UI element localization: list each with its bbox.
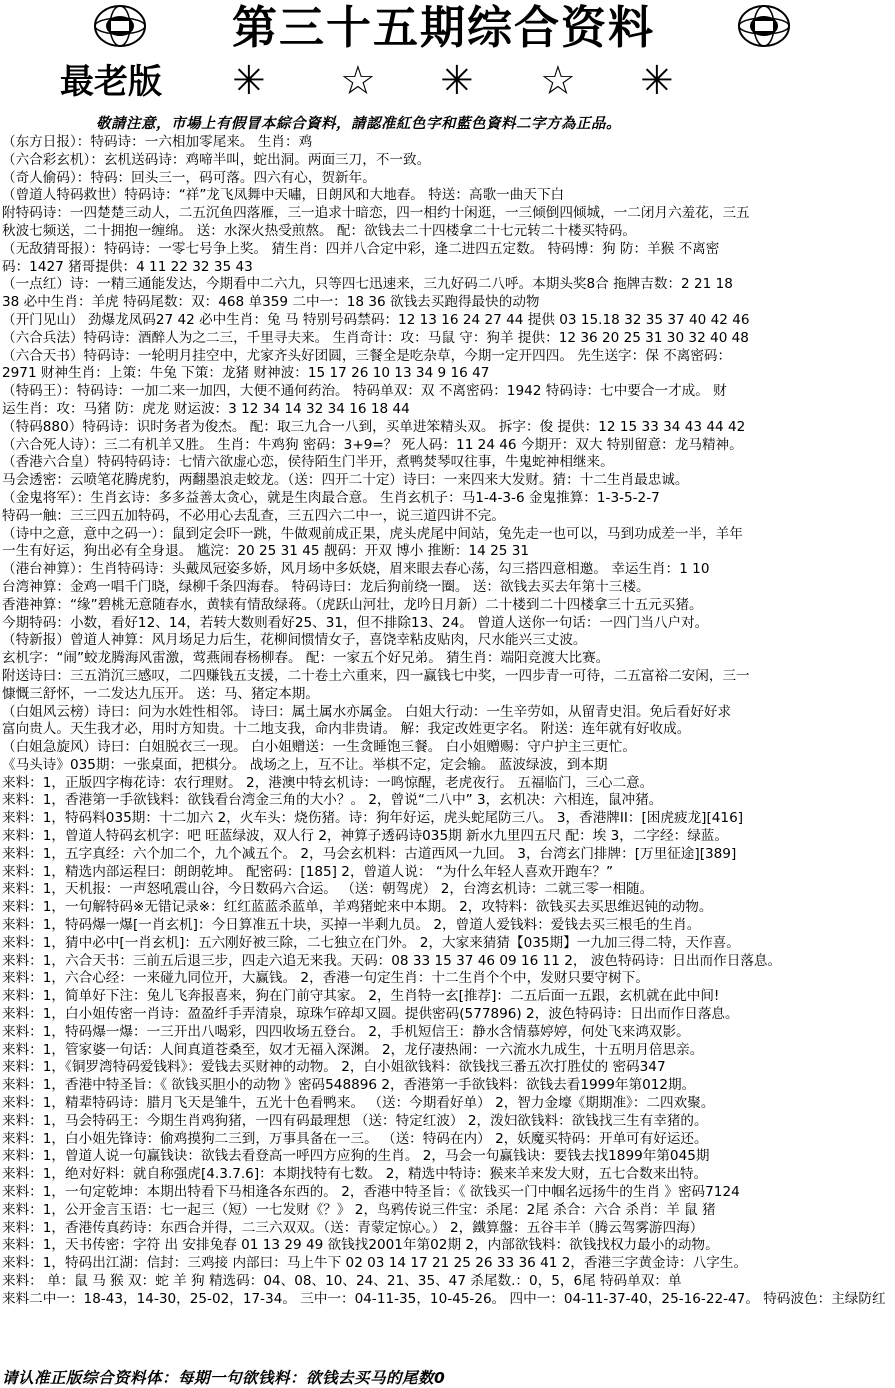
crest-logo-right [736, 2, 792, 50]
crest-logo-left [92, 2, 148, 50]
authenticity-notice: 敬請注意，市場上有假冒本綜合資料，請認准紅色字和藍色資料二字方為正品。 [96, 116, 621, 132]
text-line: 来料：1，精辈特码诗：腊月飞天是雏牛，五光十色看鸭来。 （送：今期看好单） 2，智力金壕《期期准》：二四欢聚。 [2, 1095, 715, 1112]
text-line: 秋波七频送，二十拥抱一缠绵。 送：水深火热受煎熬。 配：欲钱去二十四楼拿二十七元转二十楼买特码。 [2, 222, 636, 239]
text-line: 来料：1，特码爆一爆：一三开出八喝彩，四四收场五登台。 2，手机短信王：静水含情慕婷婷，何处飞来鸿双影。 [2, 1023, 690, 1040]
text-line: 来料：1，特码出江湖：信封：三鸡接 内部曰：马上牛下 02 03 14 17 21 25 26 33 36 41 2，香港三字黄金诗：八字生。 [2, 1255, 748, 1272]
star-icon: ☆ [540, 58, 576, 104]
text-line: 来料：1，曾道人特码玄机字：吧 旺蓝绿波，双人行 2，神算子透码诗035期 新水九里四五尺 配：埃 3，二字经：绿蓝。 [2, 828, 728, 845]
text-line: 香港神算：“缘”碧桃无意随春水，黄犊有情敌绿蒋。（虎跃山河壮，龙吟日月新）二十楼到二十四楼拿三十五元买猪。 [2, 596, 703, 613]
text-line: 来料：1，管家婆一句话：人间真道苍桑至，奴才无福入深渊。 2，龙仔凄热闹：一六流水九成生，十五明月倍思亲。 [2, 1041, 704, 1058]
asterisk-icon: ✳ [640, 58, 674, 104]
text-line: （白姐风云榜）诗曰：问为水姓性相邻。 诗曰：属土属水亦属金。 白姐大行动：一生辛劳如，从留青史泪。免后看好好求 [2, 703, 732, 720]
text-line: 来料： 单：鼠 马 猴 双：蛇 羊 狗 精选码：04、08、10、24、21、35、47 杀尾数.：0，5，6尾 特码单双：单 [2, 1273, 682, 1289]
asterisk-icon: ✳ [232, 58, 266, 104]
text-line: 来料：1，曾道人说一句赢钱诀：欲钱去看登高一呼四方应狗的生肖。 2，马会一句赢钱诀：要钱去找1899年第045期 [2, 1148, 710, 1165]
text-line: 来料：1，马会特码王：今期生肖鸡狗猪，一四有码最理想 （送：特定红波） 2，泼妇欲钱料：欲钱找三生有幸猪的。 [2, 1112, 708, 1129]
text-line: （东方日报）：特码诗：一六相加零尾来。 生肖：鸡 [2, 134, 313, 150]
text-line: 来料二中一：18-43，14-30，25-02，17-34。 三中一：04-11-35，10-45-26。 四中一：04-11-37-40，25-16-22-47。 特码波色：主绿防红 [2, 1290, 886, 1307]
text-line: 来料：1，白小姐先锋诗：偷鸡摸狗二三到，万事具备在一三。 （送：特码在内） 2，妖魔买特码：开单可有好运还。 [2, 1130, 708, 1147]
text-line: 一生有好运，狗出必有全身退。 尴浣：20 25 31 45 靓码：开双 博小 推断：14 25 31 [2, 543, 530, 560]
text-line: 来料：1，精选内部运程曰：朗朗乾坤。 配密码：[185] 2，曾道人说： “为什么年轻人喜欢开跑车？” [2, 863, 614, 880]
text-line: 附送诗曰：三五消沉三感叹，二四赚钱五支援，二十卷土六重来，四一赢钱七中奖，一四步青一可待，二五富裕二安闲，三一 [2, 667, 750, 684]
text-line: （开门见山） 劲爆龙凤码27 42 必中生肖：兔 马 特别号码禁码：12 13 16 24 27 44 提供 03 15.18 32 35 37 40 42 46 [2, 311, 750, 328]
text-line: 今期特码：小数，看好12、14，若转大数则看好25、31，但不排除13、24。 曾道人送你一句话：一四门当八户对。 [2, 614, 709, 631]
text-line: （六合兵法）特码诗：酒醉人为之二三，千里寻夫来。 生肖奇计：攻：马鼠 守：狗羊 提供：12 36 20 25 31 30 32 40 48 [2, 329, 749, 346]
text-line: 富向贵人。天生我才必，用时方知贵。十二地支我，命内非贵请。 解：我定改姓更字名。 附送：连年就有好收成。 [2, 721, 691, 738]
text-line: （曾道人特码救世）特码诗：“祥”龙飞凤舞中天嘯，日朗风和大地春。 特送：高歌一曲天下白 [2, 187, 565, 204]
text-line: （无敌猜哥报）：特码诗：一零七号争上奖。 猜生肖：四并八合定中彩，逢二进四五定数。 特码博：狗 防：羊猴 不离密 [2, 240, 720, 257]
text-line: 来料：1，香港传真药诗：东西合并得，二三六双双。（送：青蒙定惊心。） 2，鐵算盤：五谷丰羊（腾云驾雾游四海） [2, 1219, 704, 1236]
text-line: （六合死人诗）：三二有机羊又胜。 生肖：牛鸡狗 密码：3+9=？ 死人码：11 24 46 今期开：双大 特别留意：龙马精神。 [2, 436, 743, 453]
text-line: 来料：1，简单好下注：兔儿飞奔报喜来，狗在门前守其家。 2，生肖特一玄[推荐]：二五后面一五跟，玄机就在此中间! [2, 988, 720, 1005]
text-line: 附特码诗：一四楚楚三动人，二五沉鱼四落雁，三一追求十暗恋，四一相约十闲逛，一三倾倒四倾城，一二闭月六羞花，三五 [2, 205, 750, 222]
text-line: 来料：1，白小姐传密一肖诗：盈盈纤手弄清泉，琼珠乍碎却又圆。提供密码(577896) 2，波色特码诗：日出而作日落息。 [2, 1006, 739, 1023]
text-line: 来料：1，香港中特圣旨：《 欲钱买胆小的动物 》密码548896 2，香港第一手欲钱料：欲钱去看1999年第012期。 [2, 1077, 696, 1094]
text-line: 38 必中生肖：羊虎 特码尾数：双：468 单359 二中一：18 36 欲钱去买跑得最快的动物 [2, 294, 540, 311]
text-line: （奇人偷码）：特码：回头三一，码可落。四六有心，贺新年。 [2, 169, 376, 186]
text-line: 马会透密：云喷笔花腾虎豹，两翻墨浪走蛟龙。（送：四开二十定）诗曰：一来四来大发财。猜：十二生肖最忠诚。 [2, 472, 689, 489]
text-line: 来料：1，特码爆一爆[一肖玄机]：今日算准五十块，买掉一半剩九员。 2，曾道人爱钱料：爱钱去买三根毛的生肖。 [2, 917, 701, 934]
content-body [2, 134, 894, 1309]
text-line: 来料：1，绝对好料：就自称强虎[4.3.7.6]：本期找特有七数。 2，精选中特诗：猴来羊来发大财，五七合数来出特。 [2, 1166, 708, 1183]
text-line: 来料：1，六合心经：一来碰九同位开，大赢钱。 2，香港一句定生肖：十二生肖个个中，发财只要守树下。 [2, 970, 649, 987]
text-line: 来料：1，一句定乾坤：本期出特看下马相逢各东西的。 2，香港中特圣旨：《 欲钱买一门中帼名远扬牛的生肖 》密码7124 [2, 1184, 740, 1201]
text-line: 来料：1，正版四字梅花诗：农行理财。 2，港澳中特玄机诗：一鸣惊醒，老虎夜行。 五福临门，三心二意。 [2, 774, 654, 791]
text-line: （白姐急旋风）诗曰：白姐脱衣三一现。 白小姐赠送：一生贪睡饱三餐。 白小姐赠赐：守户护主三更忙。 [2, 739, 636, 756]
text-line: （六合天书）特码诗：一轮明月挂空中，尤家齐头好团圆，三餐全是吃杂草，今期一定开四四。 先生送字：保 不离密码： [2, 347, 732, 364]
text-line: （金鬼将军）：生肖玄诗：多多益善太贪心，就是生肉最合意。 生肖玄机子：马1-4-3-6 金鬼推算：1-3-5-2-7 [2, 489, 660, 506]
text-line: 2971 财神生肖：上策：牛兔 下策：龙猪 财神波：15 17 26 10 13 34 9 16 47 [2, 365, 490, 382]
text-line: 来料：1，天机报：一声怒吼震山谷，今日数码六合运。 （送：朝驾虎） 2，台湾玄机诗：二就三零一相随。 [2, 881, 654, 898]
star-icon: ☆ [340, 58, 376, 104]
text-line: 码：1427 猪哥提供：4 11 22 32 35 43 [2, 258, 253, 275]
text-line: 台湾神算：金鸡一唱千门晓，绿柳千条四海春。 特码诗曰：龙后狗前绕一圈。 送：欲钱去买去年第十三楼。 [2, 578, 650, 595]
text-line: 玄机字：“闹”蛟龙腾海风雷激，莺燕闹春杨柳春。 配：一家五个好兄弟。 猜生肖：端阳竞渡大比赛。 [2, 650, 610, 667]
text-line: 来料：1，猜中必中[一肖玄机]：五六刚好被三除，二七独立在门外。 2，大家来猜猜【035期】一九加三得二特，天作喜。 [2, 934, 740, 951]
text-line: （港台神算）：生肖特码诗：头戴凤冠姿多娇，风月场中多妖娆，眉来眼去春心荡，勾三搭四意相邀。 幸运生肖：1 10 [2, 561, 710, 578]
edition-label: 最老版 [60, 62, 162, 102]
text-line: （特码王）：特码诗：一加二来一加四，大便不通何药治。 特码单双：双 不离密码：1942 特码诗：七中要合一才成。 财 [2, 383, 727, 400]
text-line: 来料：1，天书传密：字符 出 安排兔春 01 13 29 49 欲钱找2001年第02期 2，内部欲钱料：欲钱找权力最小的动物。 [2, 1237, 719, 1254]
text-line: 慷慨三舒怀，一二发达九压开。 送：马、猪定本期。 [2, 685, 319, 702]
text-line: （特码880）特码诗：识时务者为俊杰。 配：取三九合一八到，买单进笨精头双。 拆字：俊 提供：12 15 33 34 43 44 42 [2, 418, 746, 435]
text-line: （诗中之意，意中之码一）：鼠到定会吓一跳，牛做观前成正果，虎头虎尾中间站，兔先走一也可以，马到功成差一半，羊年 [2, 525, 743, 542]
text-line: 运生肖：攻：马猪 防：虎龙 财运波：3 12 34 14 32 34 16 18 44 [2, 400, 410, 417]
asterisk-icon: ✳ [440, 58, 474, 104]
footer-banner: 请认准正版综合资料体：每期一句欲钱料：欲钱去买马的尾数0 [2, 1369, 446, 1387]
text-line: 来料：1，五字真经：六个加二个，九个减五个。 2，马会玄机料：古道西风一九回。 3，台湾玄门排牌：[万里征途][389] [2, 845, 737, 862]
text-line: 来料：1，《铜罗湾特码爱钱料》：爱钱去买财神的动物。 2，白小姐欲钱料：欲钱找三番五次打胜仗的 密码347 [2, 1059, 666, 1076]
text-line: （香港六合皇）特码特码诗：七情六欲虚心恋，侯待陌生门半开，煮鸭焚琴叹往事，牛鬼蛇神相继来。 [2, 454, 614, 471]
text-line: 来料：1，公开金言玉语：七一起三（短）一七发财《？》 2，鸟鸦传说三件宝：杀尾：2尾 杀合：六合 杀肖：羊 鼠 猪 [2, 1201, 716, 1218]
text-line: 来料：1，特码料035期：十二加六 2，火车头：烧伤猪。诗：狗年好运，虎头蛇尾防三八。 3，香港牌II：[困虎疲龙][416] [2, 810, 744, 827]
text-line: （特新报）曾道人神算：风月场足力后生，花柳间惯情女子，喜饶幸粘皮贴肉，尺水能兴三丈波。 [2, 632, 587, 649]
text-line: 来料：1，香港第一手欲钱料：欲钱看台湾金三角的大小？。 2，曾说“二八中” 3，玄机决：六相连，鼠冲猪。 [2, 792, 663, 809]
text-line: 《马头诗》035期：一张桌面，把棋分。 战场之上，互不让。举棋不定，定会输。 蓝波绿波，到本期 [2, 756, 608, 773]
text-line: （一点红）诗：一精三通能发达，今期看中二六九，只等四七迅速来，三九好码二八呼。本期头奖8合 拖牌吉数：2 21 18 [2, 276, 733, 293]
page-title: 第三十五期综合资料 [232, 1, 656, 54]
text-line: 来料：1，一句解特码※无错记录※：红红蓝蓝杀蓝单，羊鸡猪蛇来中本期。 2，攻特料：欲钱买去买思维迟钝的动物。 [2, 899, 713, 916]
text-line: 特码一触：三三四五加特码，不必用心去乱查，三五四六二中一，说三道四讲不完。 [2, 507, 505, 524]
text-line: （六合彩玄机）：玄机送码诗：鸡啼半叫，蛇出洞。两面三刀，不一致。 [2, 151, 431, 168]
text-line: 来料：1，六合天书：三前五后退三步，四走六追无来我。天码：08 33 15 37 46 09 16 11 2， 波色特码诗：日出而作日落息。 [2, 952, 782, 969]
